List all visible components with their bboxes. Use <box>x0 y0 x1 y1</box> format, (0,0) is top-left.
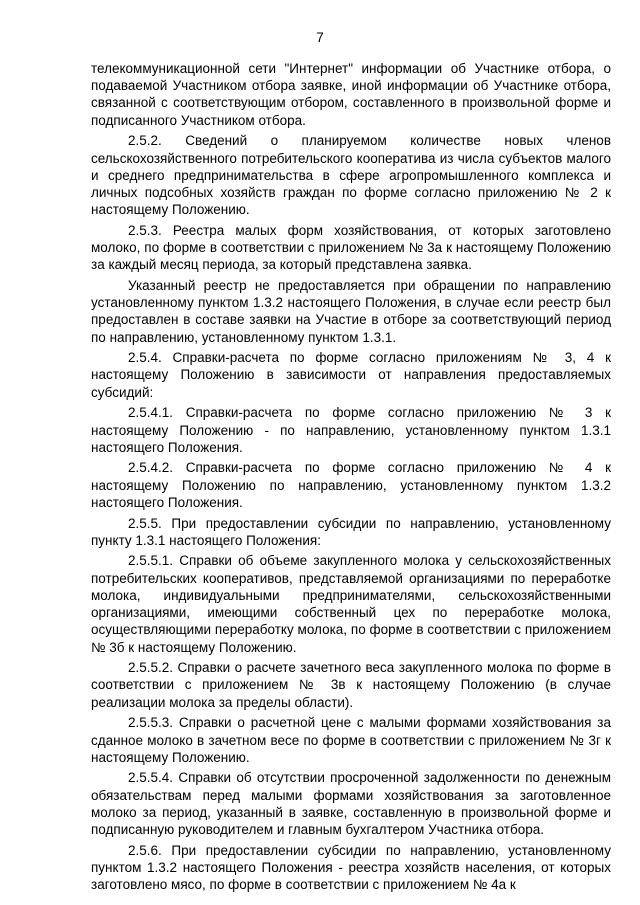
document-body <box>91 60 611 897</box>
paragraph-2-5-6: 2.5.6. При предоставлении субсидии по направлению, установленному пунктом 1.3.2 настоящего Положения - реестра хозяйств населения, от которых заготовлено мясо, по форме в соответствии с приложением № 4а к <box>91 842 611 893</box>
paragraph-2-5-5-3: 2.5.5.3. Справки о расчетной цене с малыми формами хозяйствования за сданное молоко в зачетном весе по форме в соответствии с приложением № 3г к настоящему Положению. <box>91 715 611 765</box>
paragraph-2-5-5-1: 2.5.5.1. Справки об объеме закупленного молока у сельскохозяйственных потребительских кооперативов, представляемой организациями по переработке молока, индивидуальными предпринимателями, сельскохозяйственными организациями, имеющими собственный цех по переработке молока, осуществляющими переработку молока, по форме в соответствии с приложением № 3б к настоящему Положению. <box>91 553 611 655</box>
paragraph-2-5-2: 2.5.2. Сведений о планируемом количестве новых членов сельскохозяйственного потребительского кооператива из числа субъектов малого и среднего предпринимательства в сфере агропромышленного комплекса и личных подсобных хозяйств граждан по форме согласно приложению № 2 к настоящему Положению. <box>91 133 611 218</box>
paragraph-2-5-5-4: 2.5.5.4. Справки об отсутствии просроченной задолженности по денежным обязательствам перед малыми формами хозяйствования за заготовленное молоко за период, указанный в заявке, составленную в произвольной форме и подписанную руководителем и главным бухгалтером Участника отбора. <box>91 770 611 838</box>
paragraph-2-5-3: 2.5.3. Реестра малых форм хозяйствования, от которых заготовлено молоко, по форме в соответствии с приложением № 3а к настоящему Положению за каждый месяц периода, за который представлена заявка. <box>91 222 611 273</box>
page-number: 7 <box>316 30 324 45</box>
paragraph-2-5-4-2: 2.5.4.2. Справки-расчета по форме согласно приложению № 4 к настоящему Положению по направлению, установленному пунктом 1.3.2 настоящего Положения. <box>91 460 611 510</box>
paragraph-2-5-5-2: 2.5.5.2. Справки о расчете зачетного веса закупленного молока по форме в соответствии с приложением № 3в к настоящему Положению (в случае реализации молока за пределы области). <box>91 660 611 710</box>
paragraph-2-5-4-1: 2.5.4.1. Справки-расчета по форме согласно приложению № 3 к настоящему Положению - по направлению, установленному пунктом 1.3.1 настоящего Положения. <box>91 405 611 455</box>
paragraph-2-5-5: 2.5.5. При предоставлении субсидии по направлению, установленному пункту 1.3.1 настоящего Положения: <box>91 515 611 548</box>
paragraph-2-5-4: 2.5.4. Справки-расчета по форме согласно приложениям № 3, 4 к настоящему Положению в зависимости от направления предоставляемых субсидий: <box>91 350 611 400</box>
paragraph-continuation: телекоммуникационной сети "Интернет" информации об Участнике отбора, о подаваемой Участником отбора заявке, иной информации об Участнике отбора, связанной с соответствующим отбором, составленного в произвольной форме и подписанного Участником отбора. <box>91 61 611 128</box>
paragraph-registry-note: Указанный реестр не предоставляется при обращении по направлению установленному пунктом 1.3.2 настоящего Положения, в случае если реестр был предоставлен в составе заявки на Участие в отборе за соответствующий период по направлению, установленному пунктом 1.3.1. <box>91 277 611 345</box>
